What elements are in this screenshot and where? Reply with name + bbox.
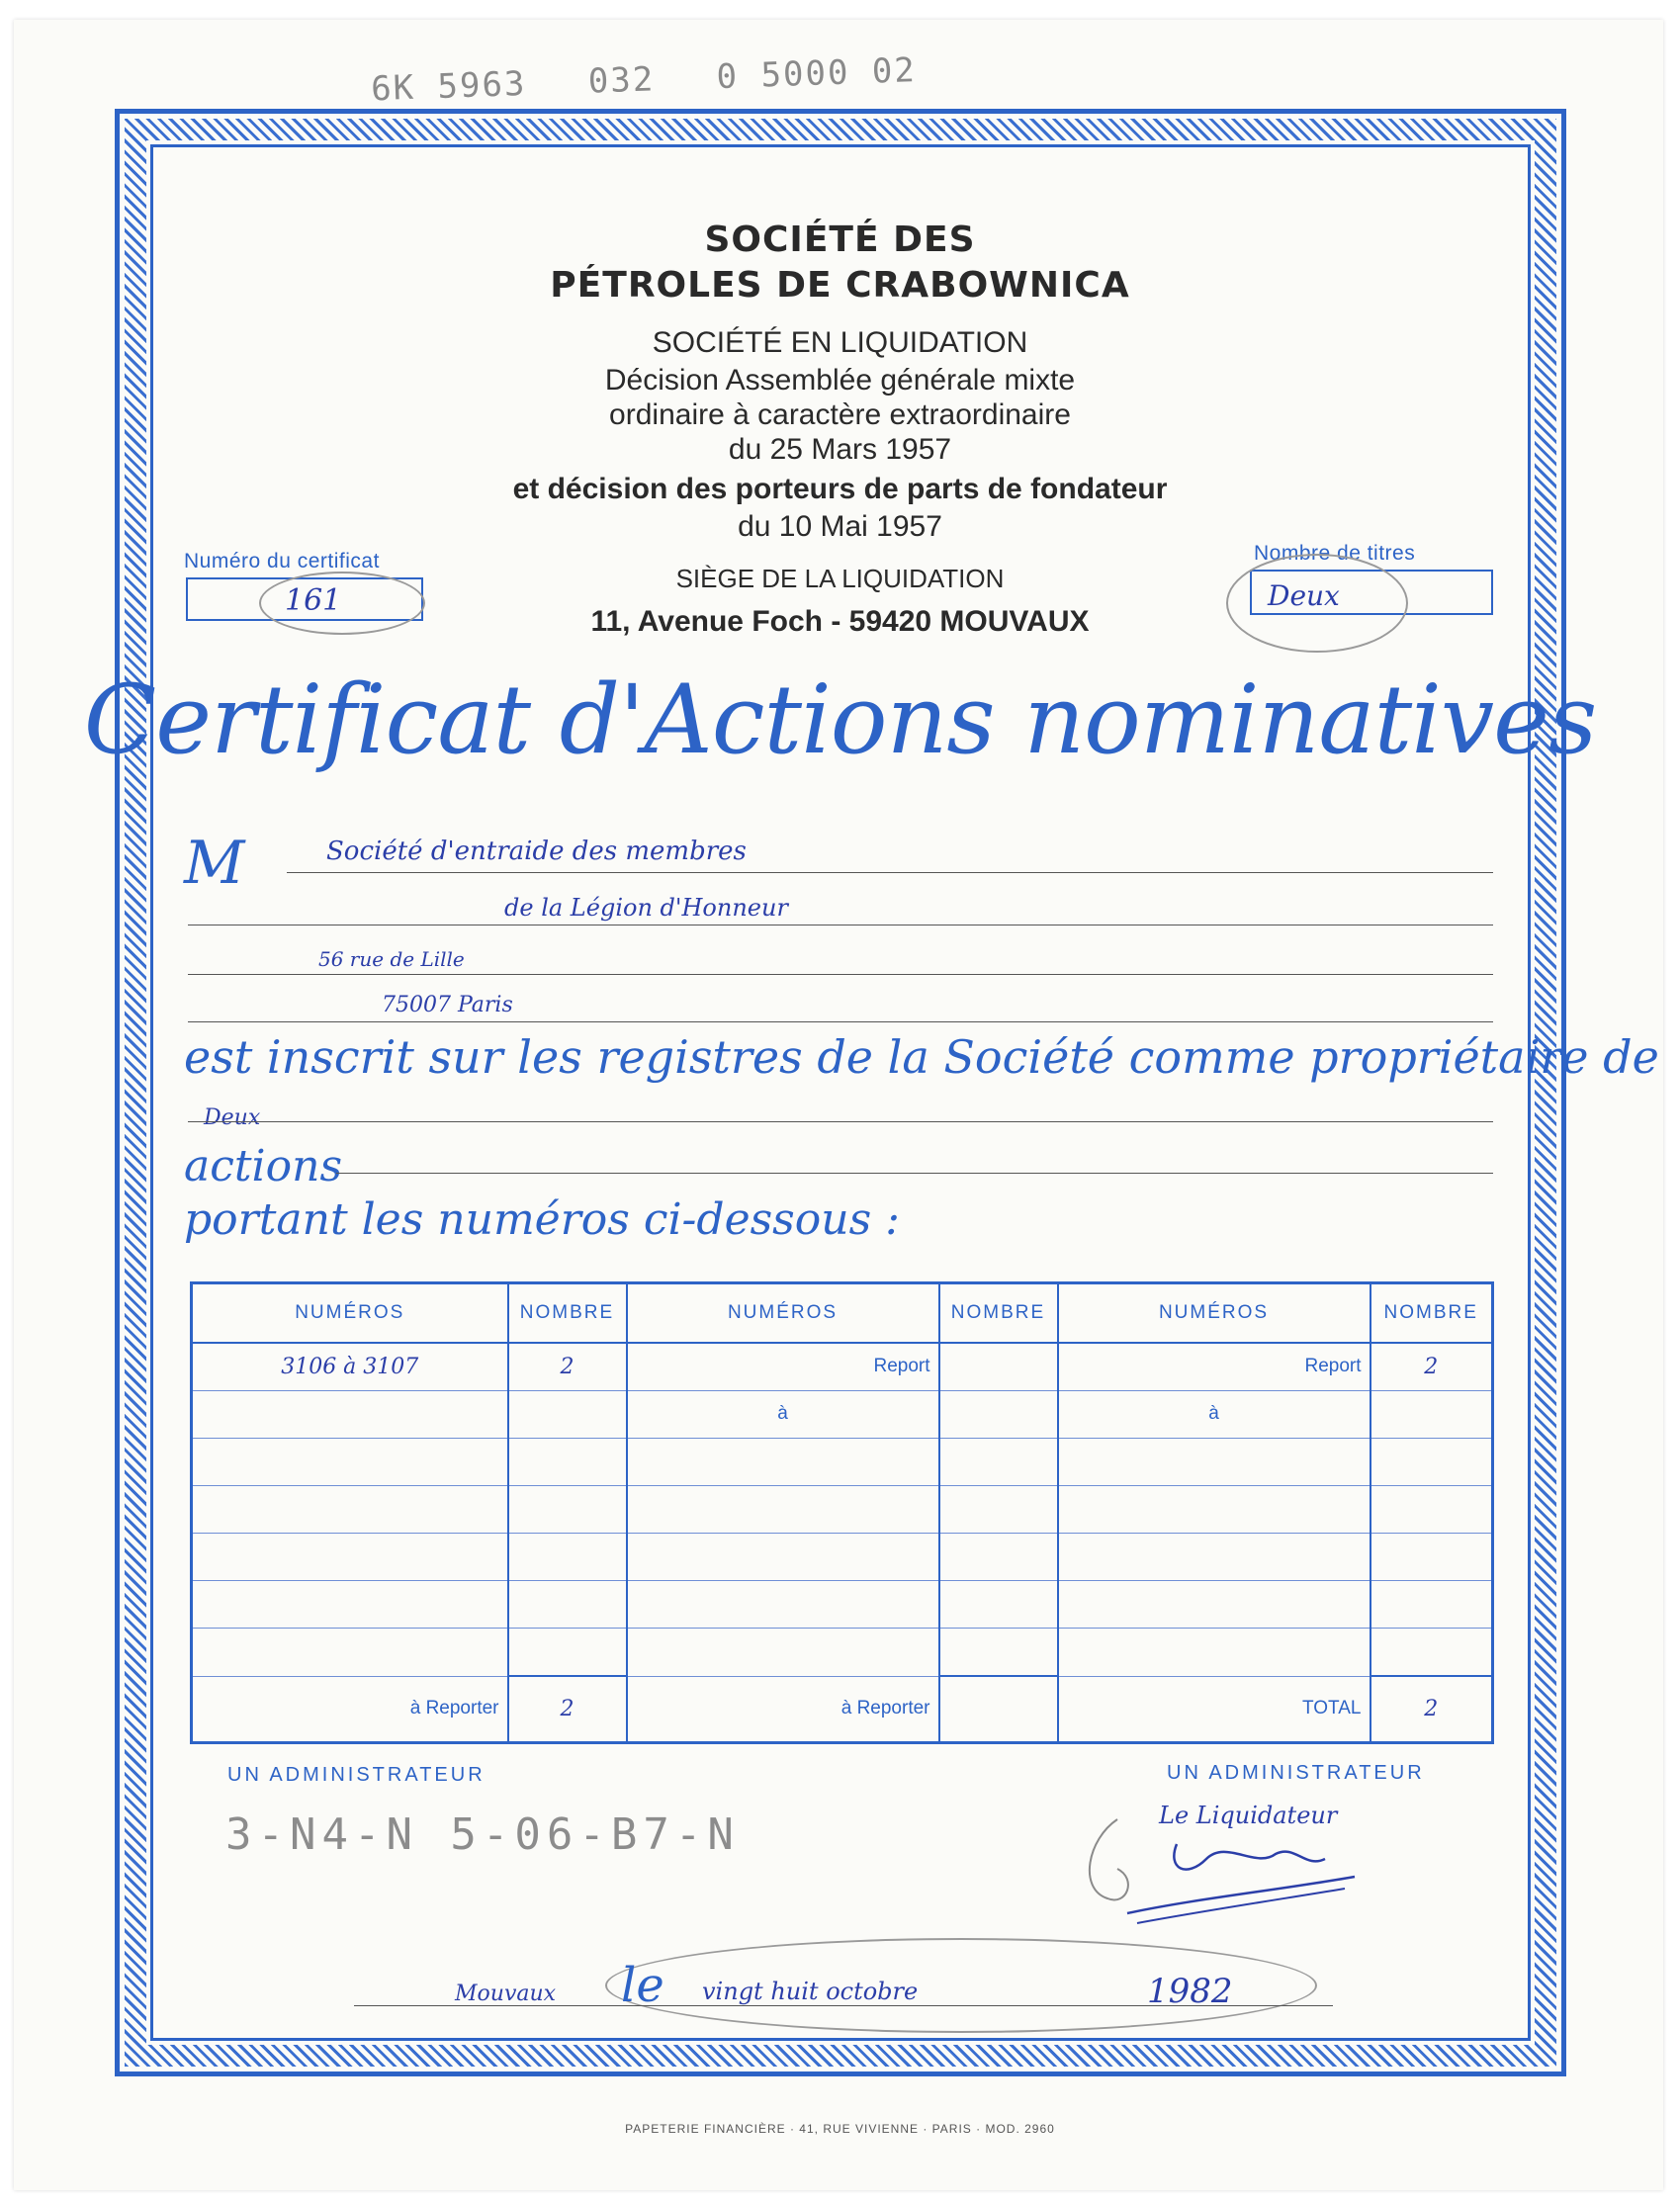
row1-count-2 <box>939 1343 1058 1391</box>
numbers-label: portant les numéros ci-dessous : <box>184 1194 900 1245</box>
footer-carry-label-1: à Reporter <box>409 1698 499 1719</box>
row1-count-3: 2 <box>1371 1343 1493 1391</box>
row2-a-2: à <box>627 1390 939 1438</box>
certificate-number-value: 161 <box>285 583 342 618</box>
administrator-label-right: UN ADMINISTRATEUR <box>1167 1762 1425 1784</box>
number-of-shares-value: Deux <box>1268 579 1340 612</box>
decision-line-5: du 10 Mai 1957 <box>738 510 942 543</box>
holder-line-4: 75007 Paris <box>382 993 513 1017</box>
table-row <box>192 1438 1493 1485</box>
row1-report-3: Report <box>1058 1343 1371 1391</box>
company-name-line1: SOCIÉTÉ DES <box>704 220 976 260</box>
row2-a-3: à <box>1058 1390 1371 1438</box>
printer-footer: PAPETERIE FINANCIÈRE · 41, RUE VIVIENNE · PARIS · MOD. 2960 <box>625 2122 1055 2136</box>
register-table <box>190 1281 1494 1744</box>
pencil-ref-3: 0 5000 02 <box>715 50 918 98</box>
row2-cell <box>192 1390 508 1438</box>
table-row <box>192 1581 1493 1629</box>
decision-line-4: et décision des porteurs de parts de fondateur <box>512 473 1168 505</box>
holder-rule-3 <box>188 974 1493 975</box>
holder-prefix: M <box>184 829 245 898</box>
date-text: vingt huit octobre <box>702 1978 919 2005</box>
certificate-title: Certificat d'Actions nominatives <box>83 664 1597 775</box>
table-header-row <box>192 1283 1493 1343</box>
header-count-3: NOMBRE <box>1371 1283 1493 1343</box>
actions-rule <box>336 1173 1493 1174</box>
footer-carry-value-1: 2 <box>508 1676 627 1742</box>
liquidator-handwritten: Le Liquidateur <box>1159 1802 1338 1829</box>
header-count-2: NOMBRE <box>939 1283 1058 1343</box>
company-name-line2: PÉTROLES DE CRABOWNICA <box>550 265 1130 306</box>
liquidation-status: SOCIÉTÉ EN LIQUIDATION <box>652 326 1028 359</box>
row2-cell <box>1371 1390 1493 1438</box>
table-row <box>192 1485 1493 1533</box>
decision-line-3: du 25 Mars 1957 <box>728 433 952 466</box>
footer-total-value: 2 <box>1371 1676 1493 1742</box>
decision-line-2: ordinaire à caractère extraordinaire <box>609 398 1071 431</box>
liquidator-signature <box>1058 1800 1374 1948</box>
table-row <box>192 1390 1493 1438</box>
row1-range: 3106 à 3107 <box>192 1343 508 1391</box>
row1-report-2: Report <box>627 1343 939 1391</box>
table-row <box>192 1343 1493 1391</box>
pencil-ref-2: 032 <box>587 59 656 102</box>
decision-line-1: Décision Assemblée générale mixte <box>604 364 1076 397</box>
number-of-shares-label: Nombre de titres <box>1254 542 1416 565</box>
footer-carry-label-2: à Reporter <box>627 1676 939 1742</box>
administrator-label-left: UN ADMINISTRATEUR <box>227 1764 486 1786</box>
seat-label: SIÈGE DE LA LIQUIDATION <box>675 564 1005 593</box>
header-count-1: NOMBRE <box>508 1283 627 1343</box>
holder-line-1: Société d'entraide des membres <box>326 837 747 866</box>
seat-address: 11, Avenue Foch - 59420 MOUVAUX <box>590 605 1090 638</box>
row2-cell <box>939 1390 1058 1438</box>
inscribed-text: est inscrit sur les registres de la Société comme propriétaire de <box>184 1030 1659 1084</box>
row1-count: 2 <box>508 1343 627 1391</box>
footer-carry-value-2 <box>939 1676 1058 1742</box>
table-footer-row <box>192 1676 1493 1742</box>
holder-rule-1 <box>287 872 1493 873</box>
date-le: le <box>621 1958 664 2013</box>
header-numbers-2: NUMÉROS <box>627 1283 939 1343</box>
header-numbers-3: NUMÉROS <box>1058 1283 1371 1343</box>
date-year: 1982 <box>1147 1972 1233 2011</box>
row2-cell <box>508 1390 627 1438</box>
holder-rule-4 <box>188 1021 1493 1022</box>
holder-line-2: de la Légion d'Honneur <box>504 894 788 922</box>
date-place: Mouvaux <box>455 1982 557 2006</box>
certificate-number-label: Numéro du certificat <box>184 550 380 573</box>
table-row <box>192 1629 1493 1677</box>
pencil-ref-1: 6K 5963 <box>370 63 528 110</box>
pencil-code: 3-N4-N 5-06-B7-N <box>225 1809 740 1860</box>
table-row <box>192 1534 1493 1581</box>
quantity-handwritten: Deux <box>204 1105 261 1130</box>
quantity-rule <box>188 1121 1493 1122</box>
footer-total-label: TOTAL <box>1058 1676 1371 1742</box>
holder-line-3: 56 rue de Lille <box>318 947 465 971</box>
header-numbers-1: NUMÉROS <box>192 1283 508 1343</box>
actions-label: actions <box>184 1141 343 1191</box>
